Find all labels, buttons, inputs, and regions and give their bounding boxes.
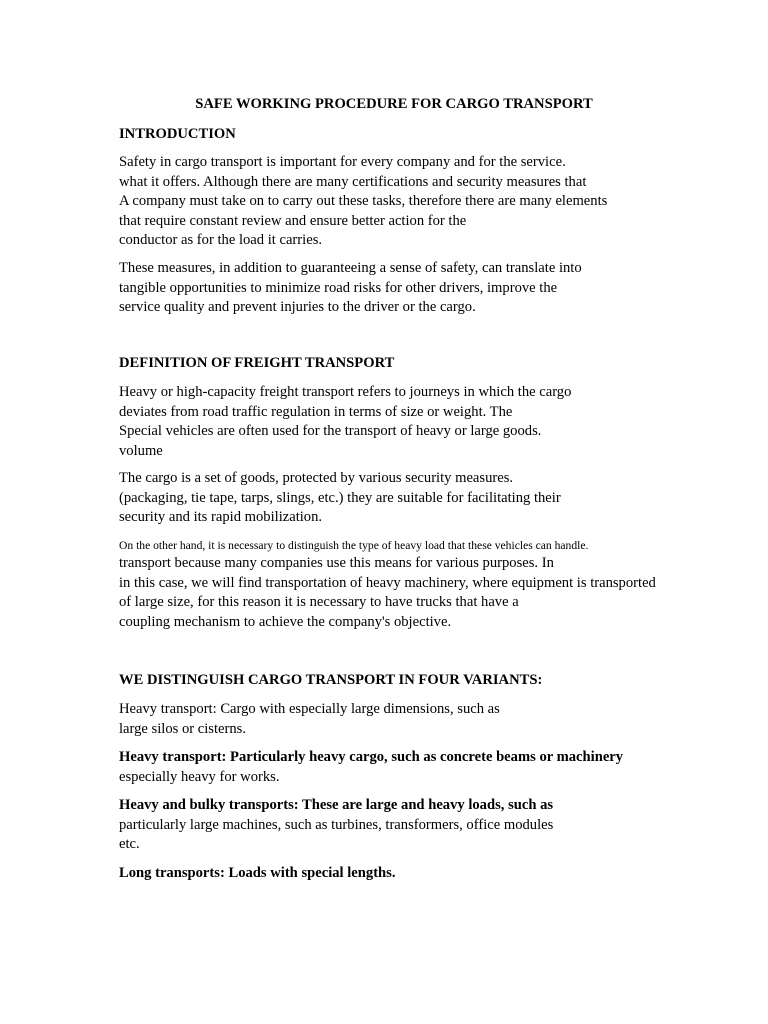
text-line: On the other hand, it is necessary to distinguish the type of heavy load that these vehicles can handle. xyxy=(119,539,589,552)
text-line: Heavy transport: Particularly heavy cargo, such as concrete beams or machinery xyxy=(119,749,624,765)
section-heading-introduction: INTRODUCTION xyxy=(119,126,236,142)
paragraph-variant-2 xyxy=(119,748,623,787)
text-line: Heavy or high-capacity freight transport refers to journeys in which the cargo xyxy=(119,384,572,400)
text-line: (packaging, tie tape, tarps, slings, etc.) they are suitable for facilitating their xyxy=(119,489,561,506)
text-line: Long transports: Loads with special lengths. xyxy=(119,865,396,881)
text-line: of large size, for this reason it is necessary to have trucks that have a xyxy=(119,594,519,610)
section-heading-definition: DEFINITION OF FREIGHT TRANSPORT xyxy=(119,355,395,371)
text-line: especially heavy for works. xyxy=(119,768,280,785)
text-line: These measures, in addition to guaranteeing a sense of safety, can translate into xyxy=(119,260,582,276)
text-line: deviates from road traffic regulation in terms of size or weight. The xyxy=(119,403,513,420)
section-heading-variants: WE DISTINGUISH CARGO TRANSPORT IN FOUR VARIANTS: xyxy=(119,672,543,688)
paragraph-variant-3 xyxy=(119,796,553,855)
text-line: tangible opportunities to minimize road risks for other drivers, improve the xyxy=(119,279,558,296)
paragraph-definition-1 xyxy=(119,383,571,461)
text-line: A company must take on to carry out these tasks, therefore there are many elements xyxy=(119,193,608,209)
paragraph-variant-4 xyxy=(119,864,396,884)
paragraph-variant-1 xyxy=(119,700,500,739)
paragraph-intro-1 xyxy=(119,153,607,251)
text-line: coupling mechanism to achieve the company's objective. xyxy=(119,613,452,630)
text-line: particularly large machines, such as turbines, transformers, office modules xyxy=(119,816,554,833)
text-line: what it offers. Although there are many certifications and security measures that xyxy=(119,173,587,190)
text-line: Heavy and bulky transports: These are large and heavy loads, such as xyxy=(119,797,554,813)
paragraph-definition-2 xyxy=(119,469,561,528)
text-line: Special vehicles are often used for the transport of heavy or large goods. xyxy=(119,423,542,439)
text-line: etc. xyxy=(119,836,140,852)
document-title: SAFE WORKING PROCEDURE FOR CARGO TRANSPORT xyxy=(195,96,593,112)
text-line: Heavy transport: Cargo with especially large dimensions, such as xyxy=(119,701,500,717)
text-line: conductor as for the load it carries. xyxy=(119,232,323,248)
text-line: The cargo is a set of goods, protected by various security measures. xyxy=(119,470,514,486)
text-line: in this case, we will find transportation of heavy machinery, where equipment is transported xyxy=(119,574,656,591)
text-line: Safety in cargo transport is important for every company and for the service. xyxy=(119,154,566,170)
text-line: that require constant review and ensure better action for the xyxy=(119,212,467,229)
text-line: large silos or cisterns. xyxy=(119,720,246,737)
text-line: transport because many companies use this means for various purposes. In xyxy=(119,555,554,571)
text-line: volume xyxy=(119,442,163,459)
paragraph-intro-2 xyxy=(119,259,582,318)
text-line: service quality and prevent injuries to the driver or the cargo. xyxy=(119,299,476,315)
paragraph-definition-3 xyxy=(119,537,656,632)
text-line: security and its rapid mobilization. xyxy=(119,509,323,525)
